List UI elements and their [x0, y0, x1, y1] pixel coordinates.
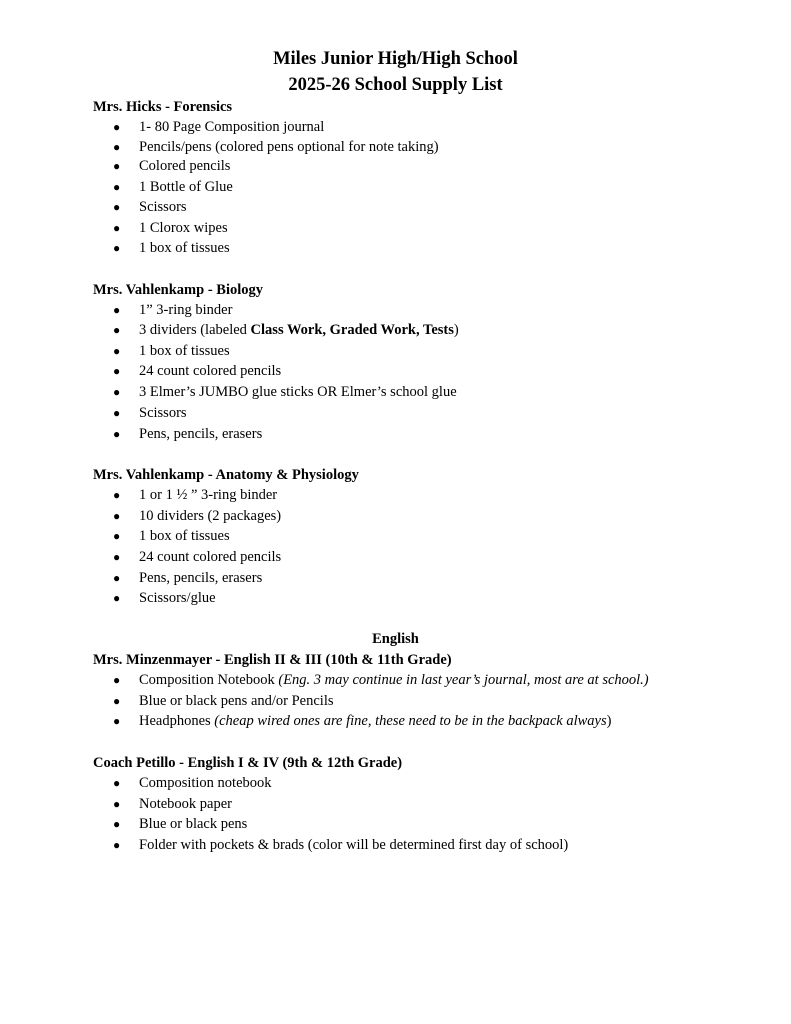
list-item: ● Composition notebook — [113, 775, 272, 791]
list-item: ● Colored pencils — [113, 158, 231, 174]
list-item: ● 24 count colored pencils — [113, 549, 282, 565]
bullet-icon: ● — [113, 817, 121, 831]
list-item: ● 10 dividers (2 packages) — [113, 508, 282, 524]
bullet-icon: ● — [113, 344, 121, 358]
list-item: ● Composition Notebook (Eng. 3 may continue in last year’s journal, most are at school.) — [113, 672, 649, 688]
list-item: ● 1 box of tissues — [113, 343, 230, 359]
bullet-icon: ● — [113, 364, 121, 378]
list-item: ● 1 or 1 ½ ” 3-ring binder — [113, 487, 278, 503]
bullet-icon: ● — [113, 571, 121, 585]
bullet-icon: ● — [113, 385, 121, 399]
bullet-icon: ● — [113, 714, 121, 728]
bullet-icon: ● — [113, 797, 121, 811]
list-item: ● Scissors — [113, 199, 187, 215]
list-item: ● 1- 80 Page Composition journal — [113, 119, 325, 135]
bullet-icon: ● — [113, 509, 121, 523]
bullet-icon: ● — [113, 838, 121, 852]
bullet-icon: ● — [113, 427, 121, 441]
bullet-icon: ● — [113, 241, 121, 255]
list-item: ● 1 box of tissues — [113, 240, 230, 256]
list-item: ● Blue or black pens and/or Pencils — [113, 693, 334, 709]
list-item: ● 3 Elmer’s JUMBO glue sticks OR Elmer’s school glue — [113, 384, 457, 400]
bullet-icon: ● — [113, 776, 121, 790]
bullet-icon: ● — [113, 159, 121, 173]
list-item: ● Notebook paper — [113, 796, 233, 812]
list-item: ● Blue or black pens — [113, 816, 248, 832]
bullet-icon: ● — [113, 550, 121, 564]
english-subheading: English — [372, 631, 419, 647]
list-item: ● Pens, pencils, erasers — [113, 570, 263, 586]
list-item: ● 1 box of tissues — [113, 528, 230, 544]
bullet-icon: ● — [113, 140, 121, 154]
bullet-icon: ● — [113, 180, 121, 194]
bullet-icon: ● — [113, 591, 121, 605]
bullet-icon: ● — [113, 120, 121, 134]
bullet-icon: ● — [113, 694, 121, 708]
list-item: ● Folder with pockets & brads (color will be determined first day of school) — [113, 837, 569, 853]
bullet-icon: ● — [113, 406, 121, 420]
list-item: ● 1 Bottle of Glue — [113, 179, 233, 195]
section-heading-hicks: Mrs. Hicks - Forensics — [93, 99, 233, 115]
list-item: ● Scissors — [113, 405, 187, 421]
page-subtitle: 2025-26 School Supply List — [288, 75, 503, 95]
section-heading-biology: Mrs. Vahlenkamp - Biology — [93, 282, 263, 298]
page-title: Miles Junior High/High School — [273, 49, 518, 69]
bullet-icon: ● — [113, 488, 121, 502]
bullet-icon: ● — [113, 221, 121, 235]
bullet-icon: ● — [113, 323, 121, 337]
section-heading-petillo: Coach Petillo - English I & IV (9th & 12th Grade) — [93, 755, 403, 771]
list-item: ● Headphones (cheap wired ones are fine, these need to be in the backpack always) — [113, 713, 612, 729]
bullet-icon: ● — [113, 200, 121, 214]
bullet-icon: ● — [113, 673, 121, 687]
list-item: ● Pencils/pens (colored pens optional for note taking) — [113, 139, 439, 155]
list-item: ● 1” 3-ring binder — [113, 302, 233, 318]
bullet-icon: ● — [113, 303, 121, 317]
list-item: ● 3 dividers (labeled Class Work, Graded Work, Tests) — [113, 322, 459, 338]
list-item: ● Pens, pencils, erasers — [113, 426, 263, 442]
bullet-icon: ● — [113, 529, 121, 543]
section-heading-anatomy: Mrs. Vahlenkamp - Anatomy & Physiology — [93, 467, 359, 483]
list-item: ● 24 count colored pencils — [113, 363, 282, 379]
section-heading-minzenmayer: Mrs. Minzenmayer - English II & III (10th & 11th Grade) — [93, 652, 452, 668]
list-item: ● 1 Clorox wipes — [113, 220, 228, 236]
list-item: ● Scissors/glue — [113, 590, 216, 606]
